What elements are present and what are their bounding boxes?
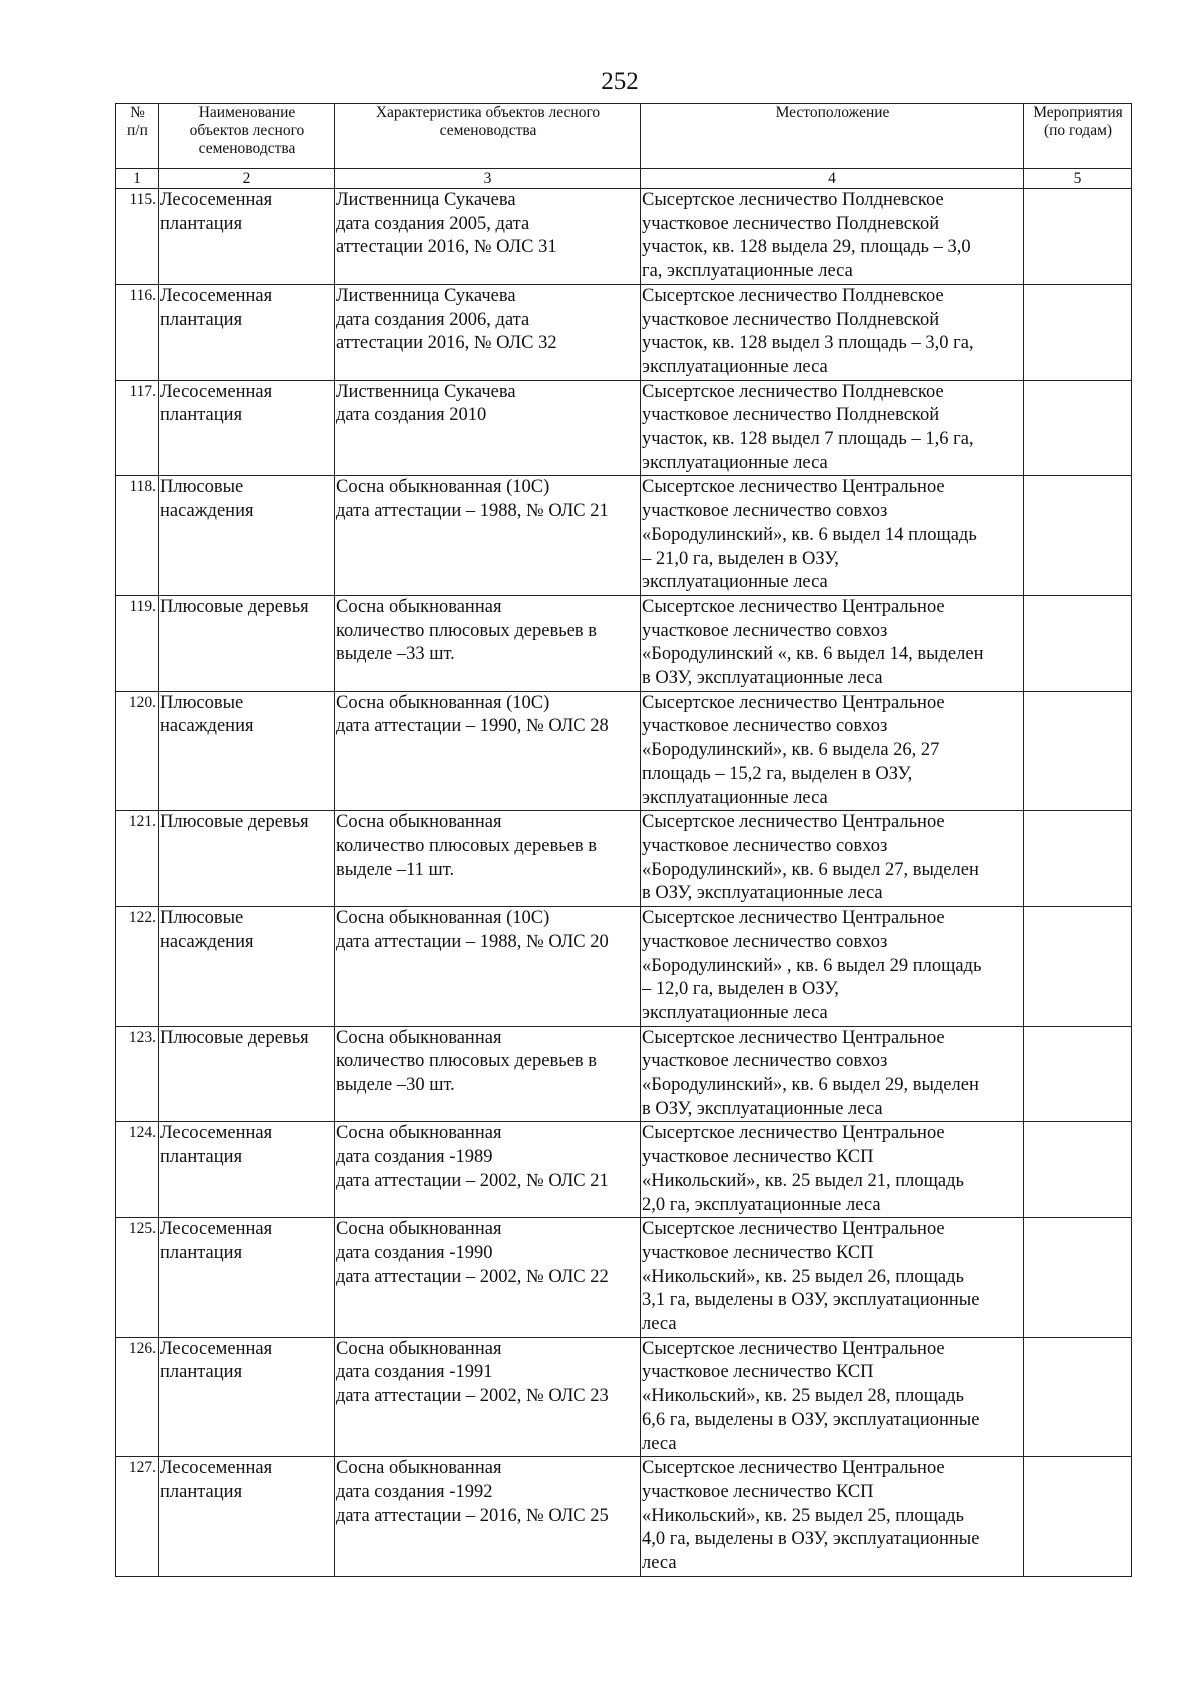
row-number: 116. (116, 284, 159, 380)
column-number-row (116, 169, 1132, 189)
page-number: 252 (601, 68, 639, 95)
object-name-cell: Лесосеменная плантация (159, 284, 335, 380)
object-name-cell: Плюсовые насаждения (159, 907, 335, 1027)
location-cell: Сысертское лесничество Центральное участковое лесничество совхоз «Бородулинский», кв. 6 выдел 27, выделен в ОЗУ, эксплуатационные леса (641, 811, 1024, 907)
measures-cell (1024, 907, 1132, 1027)
header-location: Местоположение (641, 104, 1024, 169)
measures-cell (1024, 380, 1132, 476)
location-cell: Сысертское лесничество Полдневское участковое лесничество Полдневской участок, кв. 128 выдел 3 площадь – 3,0 га, эксплуатационные леса (641, 284, 1024, 380)
row-number: 124. (116, 1122, 159, 1218)
measures-cell (1024, 476, 1132, 596)
table-row (116, 691, 1132, 811)
location-cell: Сысертское лесничество Центральное участковое лесничество КСП «Никольский», кв. 25 выдел 25, площадь 4,0 га, выделены в ОЗУ, эксплуатационные леса (641, 1457, 1024, 1577)
table-row (116, 284, 1132, 380)
characteristics-cell: Сосна обыкнованная количество плюсовых деревьев в выделе –11 шт. (335, 811, 641, 907)
table-body (116, 189, 1132, 1577)
object-name-cell: Лесосеменная плантация (159, 1457, 335, 1577)
measures-cell (1024, 691, 1132, 811)
column-number: 2 (159, 169, 335, 189)
characteristics-cell: Сосна обыкнованная дата создания -1990 дата аттестации – 2002, № ОЛС 22 (335, 1218, 641, 1338)
header-measures: Мероприятия (по годам) (1024, 104, 1132, 169)
row-number: 125. (116, 1218, 159, 1338)
table-row (116, 380, 1132, 476)
location-cell: Сысертское лесничество Центральное участковое лесничество совхоз «Бородулинский «, кв. 6 выдел 14, выделен в ОЗУ, эксплуатационные леса (641, 595, 1024, 691)
column-number: 1 (116, 169, 159, 189)
object-name-cell: Плюсовые насаждения (159, 476, 335, 596)
object-name-cell: Плюсовые насаждения (159, 691, 335, 811)
table-header-row (116, 104, 1132, 169)
location-cell: Сысертское лесничество Центральное участковое лесничество КСП «Никольский», кв. 25 выдел 26, площадь 3,1 га, выделены в ОЗУ, эксплуатационные леса (641, 1218, 1024, 1338)
characteristics-cell: Сосна обыкнованная количество плюсовых деревьев в выделе –33 шт. (335, 595, 641, 691)
characteristics-cell: Лиственница Сукачева дата создания 2005, дата аттестации 2016, № ОЛС 31 (335, 189, 641, 285)
location-cell: Сысертское лесничество Центральное участковое лесничество совхоз «Бородулинский», кв. 6 выдел 14 площадь – 21,0 га, выделен в ОЗУ, эксплуатационные леса (641, 476, 1024, 596)
header-characteristics: Характеристика объектов лесного семеноводства (335, 104, 641, 169)
table-row (116, 1122, 1132, 1218)
seed-objects-table (115, 103, 1132, 1577)
object-name-cell: Плюсовые деревья (159, 811, 335, 907)
characteristics-cell: Сосна обыкнованная (10С) дата аттестации – 1990, № ОЛС 28 (335, 691, 641, 811)
table-row (116, 476, 1132, 596)
row-number: 127. (116, 1457, 159, 1577)
location-cell: Сысертское лесничество Центральное участковое лесничество КСП «Никольский», кв. 25 выдел 21, площадь 2,0 га, эксплуатационные леса (641, 1122, 1024, 1218)
header-object-name: Наименование объектов лесного семеноводства (159, 104, 335, 169)
table-row (116, 811, 1132, 907)
location-cell: Сысертское лесничество Центральное участковое лесничество совхоз «Бородулинский», кв. 6 выдел 29, выделен в ОЗУ, эксплуатационные леса (641, 1026, 1024, 1122)
characteristics-cell: Сосна обыкнованная количество плюсовых деревьев в выделе –30 шт. (335, 1026, 641, 1122)
location-cell: Сысертское лесничество Полдневское участковое лесничество Полдневской участок, кв. 128 выдел 7 площадь – 1,6 га, эксплуатационные леса (641, 380, 1024, 476)
header-number: № п/п (116, 104, 159, 169)
row-number: 126. (116, 1337, 159, 1457)
row-number: 120. (116, 691, 159, 811)
object-name-cell: Лесосеменная плантация (159, 189, 335, 285)
measures-cell (1024, 811, 1132, 907)
location-cell: Сысертское лесничество Полдневское участковое лесничество Полдневской участок, кв. 128 выдела 29, площадь – 3,0 га, эксплуатационные леса (641, 189, 1024, 285)
object-name-cell: Лесосеменная плантация (159, 1122, 335, 1218)
column-number: 4 (641, 169, 1024, 189)
characteristics-cell: Сосна обыкнованная дата создания -1991 дата аттестации – 2002, № ОЛС 23 (335, 1337, 641, 1457)
row-number: 122. (116, 907, 159, 1027)
table-row (116, 1337, 1132, 1457)
object-name-cell: Лесосеменная плантация (159, 380, 335, 476)
object-name-cell: Плюсовые деревья (159, 1026, 335, 1122)
object-name-cell: Лесосеменная плантация (159, 1218, 335, 1338)
measures-cell (1024, 595, 1132, 691)
measures-cell (1024, 1122, 1132, 1218)
characteristics-cell: Лиственница Сукачева дата создания 2006, дата аттестации 2016, № ОЛС 32 (335, 284, 641, 380)
table-row (116, 1457, 1132, 1577)
measures-cell (1024, 1457, 1132, 1577)
characteristics-cell: Сосна обыкнованная (10С) дата аттестации – 1988, № ОЛС 20 (335, 907, 641, 1027)
measures-cell (1024, 1337, 1132, 1457)
table-row (116, 595, 1132, 691)
characteristics-cell: Сосна обыкнованная дата создания -1989 дата аттестации – 2002, № ОЛС 21 (335, 1122, 641, 1218)
row-number: 119. (116, 595, 159, 691)
characteristics-cell: Сосна обыкнованная дата создания -1992 дата аттестации – 2016, № ОЛС 25 (335, 1457, 641, 1577)
measures-cell (1024, 1026, 1132, 1122)
location-cell: Сысертское лесничество Центральное участковое лесничество совхоз «Бородулинский», кв. 6 выдела 26, 27 площадь – 15,2 га, выделен в ОЗУ, эксплуатационные леса (641, 691, 1024, 811)
row-number: 115. (116, 189, 159, 285)
object-name-cell: Плюсовые деревья (159, 595, 335, 691)
location-cell: Сысертское лесничество Центральное участковое лесничество совхоз «Бородулинский» , кв. 6 выдел 29 площадь – 12,0 га, выделен в ОЗУ, эксплуатационные леса (641, 907, 1024, 1027)
row-number: 123. (116, 1026, 159, 1122)
characteristics-cell: Сосна обыкнованная (10С) дата аттестации – 1988, № ОЛС 21 (335, 476, 641, 596)
table-row (116, 1218, 1132, 1338)
table-row (116, 1026, 1132, 1122)
column-number: 5 (1024, 169, 1132, 189)
row-number: 121. (116, 811, 159, 907)
table-row (116, 907, 1132, 1027)
table-row (116, 189, 1132, 285)
measures-cell (1024, 1218, 1132, 1338)
row-number: 117. (116, 380, 159, 476)
measures-cell (1024, 189, 1132, 285)
object-name-cell: Лесосеменная плантация (159, 1337, 335, 1457)
column-number: 3 (335, 169, 641, 189)
row-number: 118. (116, 476, 159, 596)
location-cell: Сысертское лесничество Центральное участковое лесничество КСП «Никольский», кв. 25 выдел 28, площадь 6,6 га, выделены в ОЗУ, эксплуатационные леса (641, 1337, 1024, 1457)
measures-cell (1024, 284, 1132, 380)
characteristics-cell: Лиственница Сукачева дата создания 2010 (335, 380, 641, 476)
